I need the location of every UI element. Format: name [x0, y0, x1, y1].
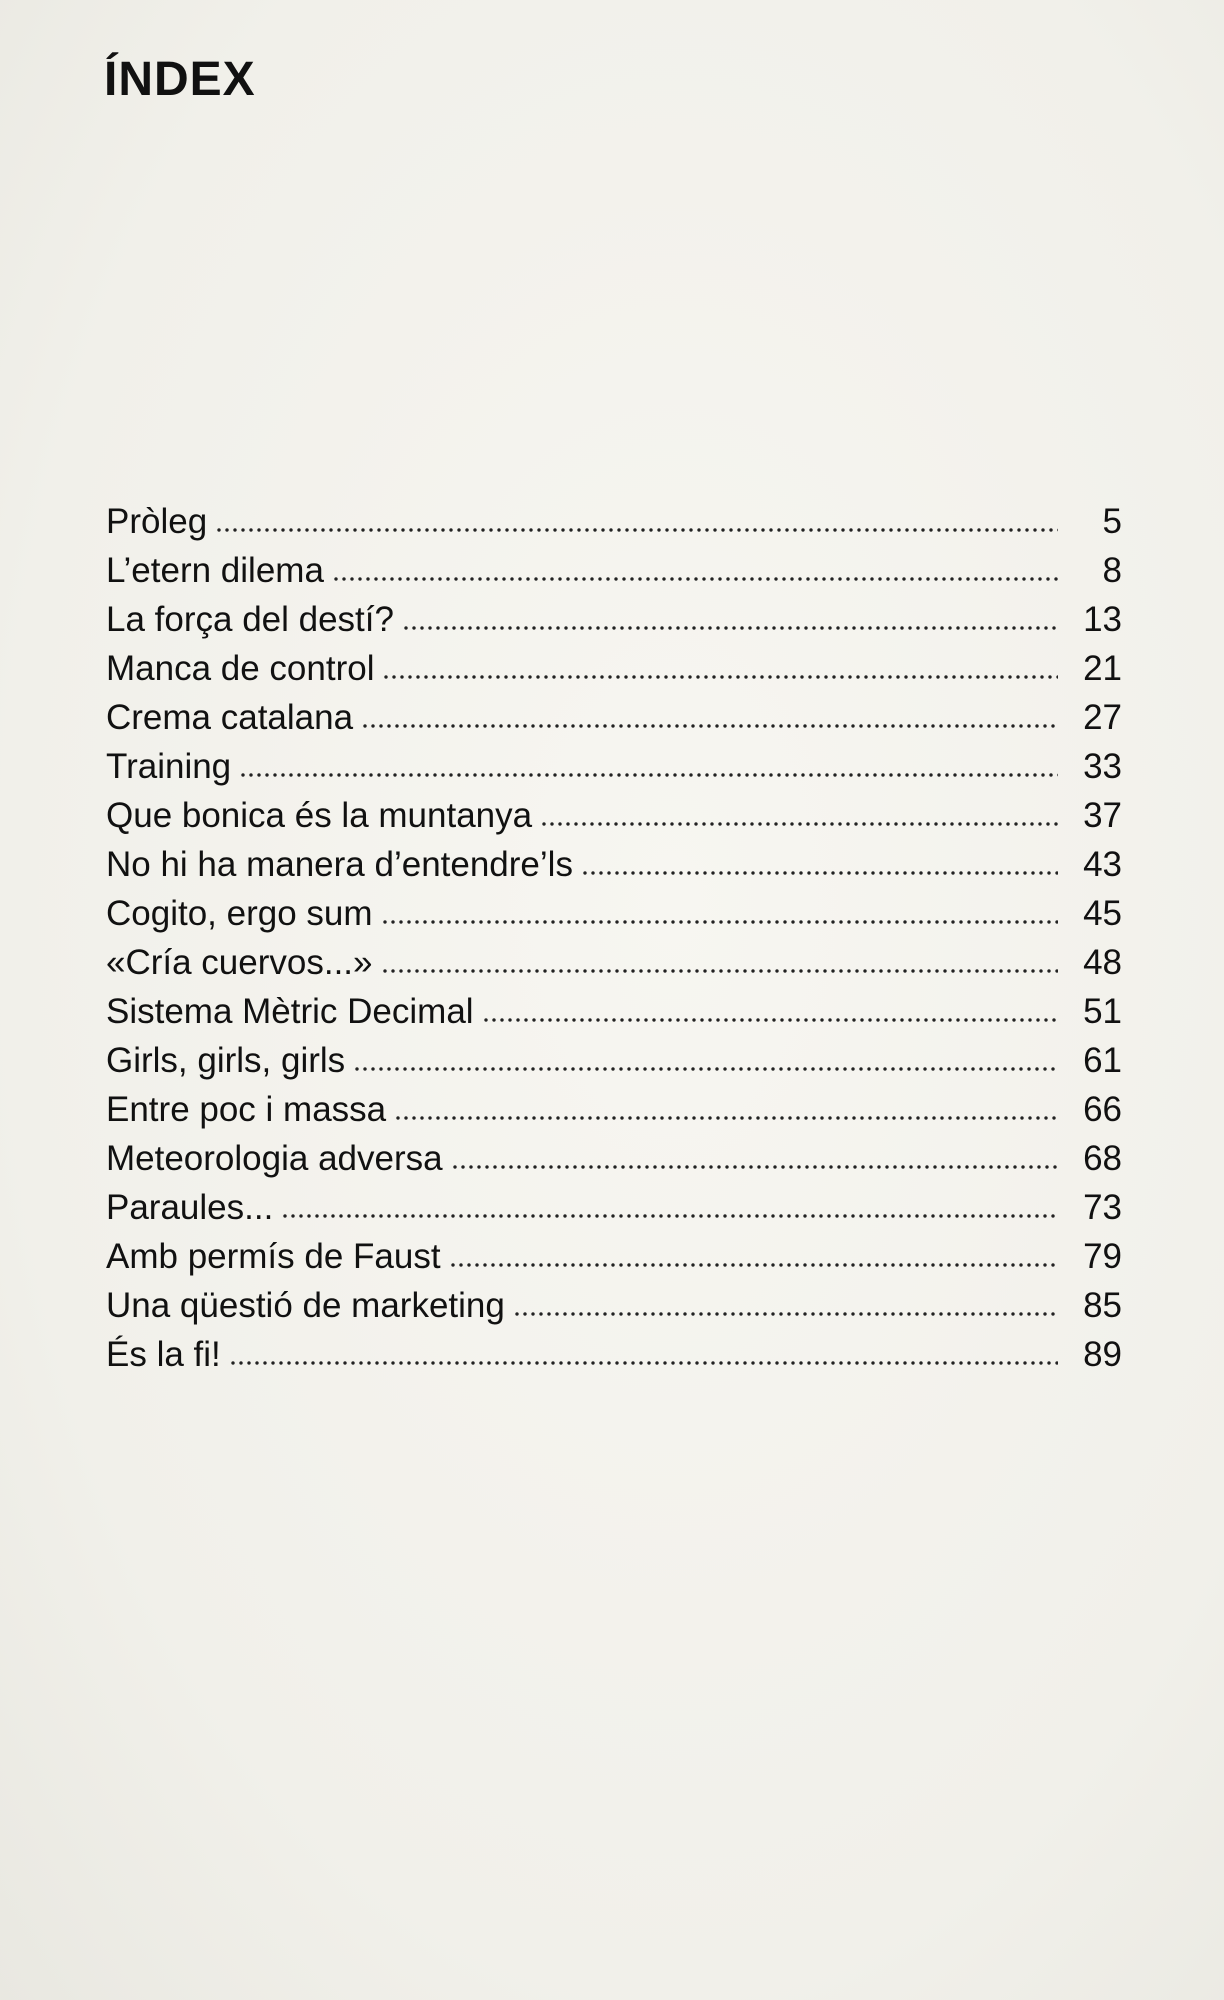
- toc-entry: [106, 497, 1122, 546]
- toc-entry-title: Girls, girls, girls: [106, 1041, 346, 1080]
- toc-entry-title: La força del destí?: [106, 600, 394, 639]
- dot-leader: [215, 526, 1058, 534]
- toc-entry-page-number: 89: [1083, 1335, 1122, 1374]
- dot-leader: [451, 1163, 1058, 1171]
- toc-entry-page-number: 45: [1083, 894, 1122, 933]
- dot-leader: [513, 1310, 1058, 1318]
- toc-entry-title: «Cría cuervos...»: [106, 943, 373, 982]
- dot-leader: [353, 1065, 1058, 1073]
- dot-leader: [332, 575, 1058, 583]
- page-title: ÍNDEX: [104, 53, 256, 106]
- toc-entry: [106, 693, 1122, 742]
- dot-leader: [239, 771, 1058, 779]
- toc-entry-page-number: 61: [1083, 1041, 1122, 1080]
- toc-entry: [106, 1036, 1122, 1085]
- dot-leader: [482, 1016, 1058, 1024]
- toc-entry: [106, 987, 1122, 1036]
- toc-entry-title: Entre poc i massa: [106, 1090, 387, 1129]
- toc-entry-page-number: 73: [1083, 1188, 1122, 1227]
- dot-leader: [581, 869, 1058, 877]
- dot-leader: [382, 673, 1058, 681]
- toc-entry-page-number: 66: [1083, 1090, 1122, 1129]
- dot-leader: [361, 722, 1058, 730]
- toc-entry: [106, 1281, 1122, 1330]
- toc-entry: [106, 791, 1122, 840]
- toc-entry-title: No hi ha manera d’entendre’ls: [106, 845, 573, 884]
- toc-entry: [106, 595, 1122, 644]
- toc-entry-page-number: 68: [1083, 1139, 1122, 1178]
- toc-entry: [106, 840, 1122, 889]
- toc-entry-page-number: 37: [1083, 796, 1122, 835]
- toc-entry: [106, 938, 1122, 987]
- toc-entry: [106, 1232, 1122, 1281]
- toc-entry-page-number: 43: [1083, 845, 1122, 884]
- toc-entry: [106, 1085, 1122, 1134]
- toc-entry-page-number: 5: [1102, 502, 1122, 541]
- toc-entry-title: Sistema Mètric Decimal: [106, 992, 474, 1031]
- toc-entry-page-number: 51: [1083, 992, 1122, 1031]
- dot-leader: [381, 918, 1058, 926]
- dot-leader: [381, 967, 1059, 975]
- toc-entry-page-number: 13: [1083, 600, 1122, 639]
- toc-entry-title: És la fi!: [106, 1335, 221, 1374]
- toc-entry: [106, 1330, 1122, 1379]
- toc-entry: [106, 1134, 1122, 1183]
- dot-leader: [394, 1114, 1058, 1122]
- toc-entry: [106, 546, 1122, 595]
- toc-entry-page-number: 79: [1083, 1237, 1122, 1276]
- dot-leader: [540, 820, 1058, 828]
- toc-entry-title: L’etern dilema: [106, 551, 324, 590]
- toc-entry-page-number: 48: [1083, 943, 1122, 982]
- dot-leader: [281, 1212, 1058, 1220]
- toc-entry-title: Training: [106, 747, 232, 786]
- toc-entry: [106, 644, 1122, 693]
- toc-entry: [106, 1183, 1122, 1232]
- dot-leader: [402, 624, 1058, 632]
- dot-leader: [449, 1261, 1058, 1269]
- toc-entry-title: Cogito, ergo sum: [106, 894, 373, 933]
- toc-entry-title: Meteorologia adversa: [106, 1139, 443, 1178]
- toc-entry-title: Manca de control: [106, 649, 375, 688]
- toc-entry-page-number: 33: [1083, 747, 1122, 786]
- toc-entry-title: Crema catalana: [106, 698, 354, 737]
- toc-entry: [106, 742, 1122, 791]
- toc-entry-page-number: 27: [1083, 698, 1122, 737]
- toc-entry-title: Paraules...: [106, 1188, 274, 1227]
- toc-entry: [106, 889, 1122, 938]
- toc-entry-title: Amb permís de Faust: [106, 1237, 441, 1276]
- toc-entry-title: Una qüestió de marketing: [106, 1286, 505, 1325]
- toc-entry-title: Que bonica és la muntanya: [106, 796, 533, 835]
- toc-entry-page-number: 85: [1083, 1286, 1122, 1325]
- dot-leader: [229, 1359, 1058, 1367]
- toc-entry-page-number: 21: [1083, 649, 1122, 688]
- toc-entry-page-number: 8: [1102, 551, 1122, 590]
- toc-entry-title: Pròleg: [106, 502, 208, 541]
- table-of-contents: [106, 497, 1122, 1379]
